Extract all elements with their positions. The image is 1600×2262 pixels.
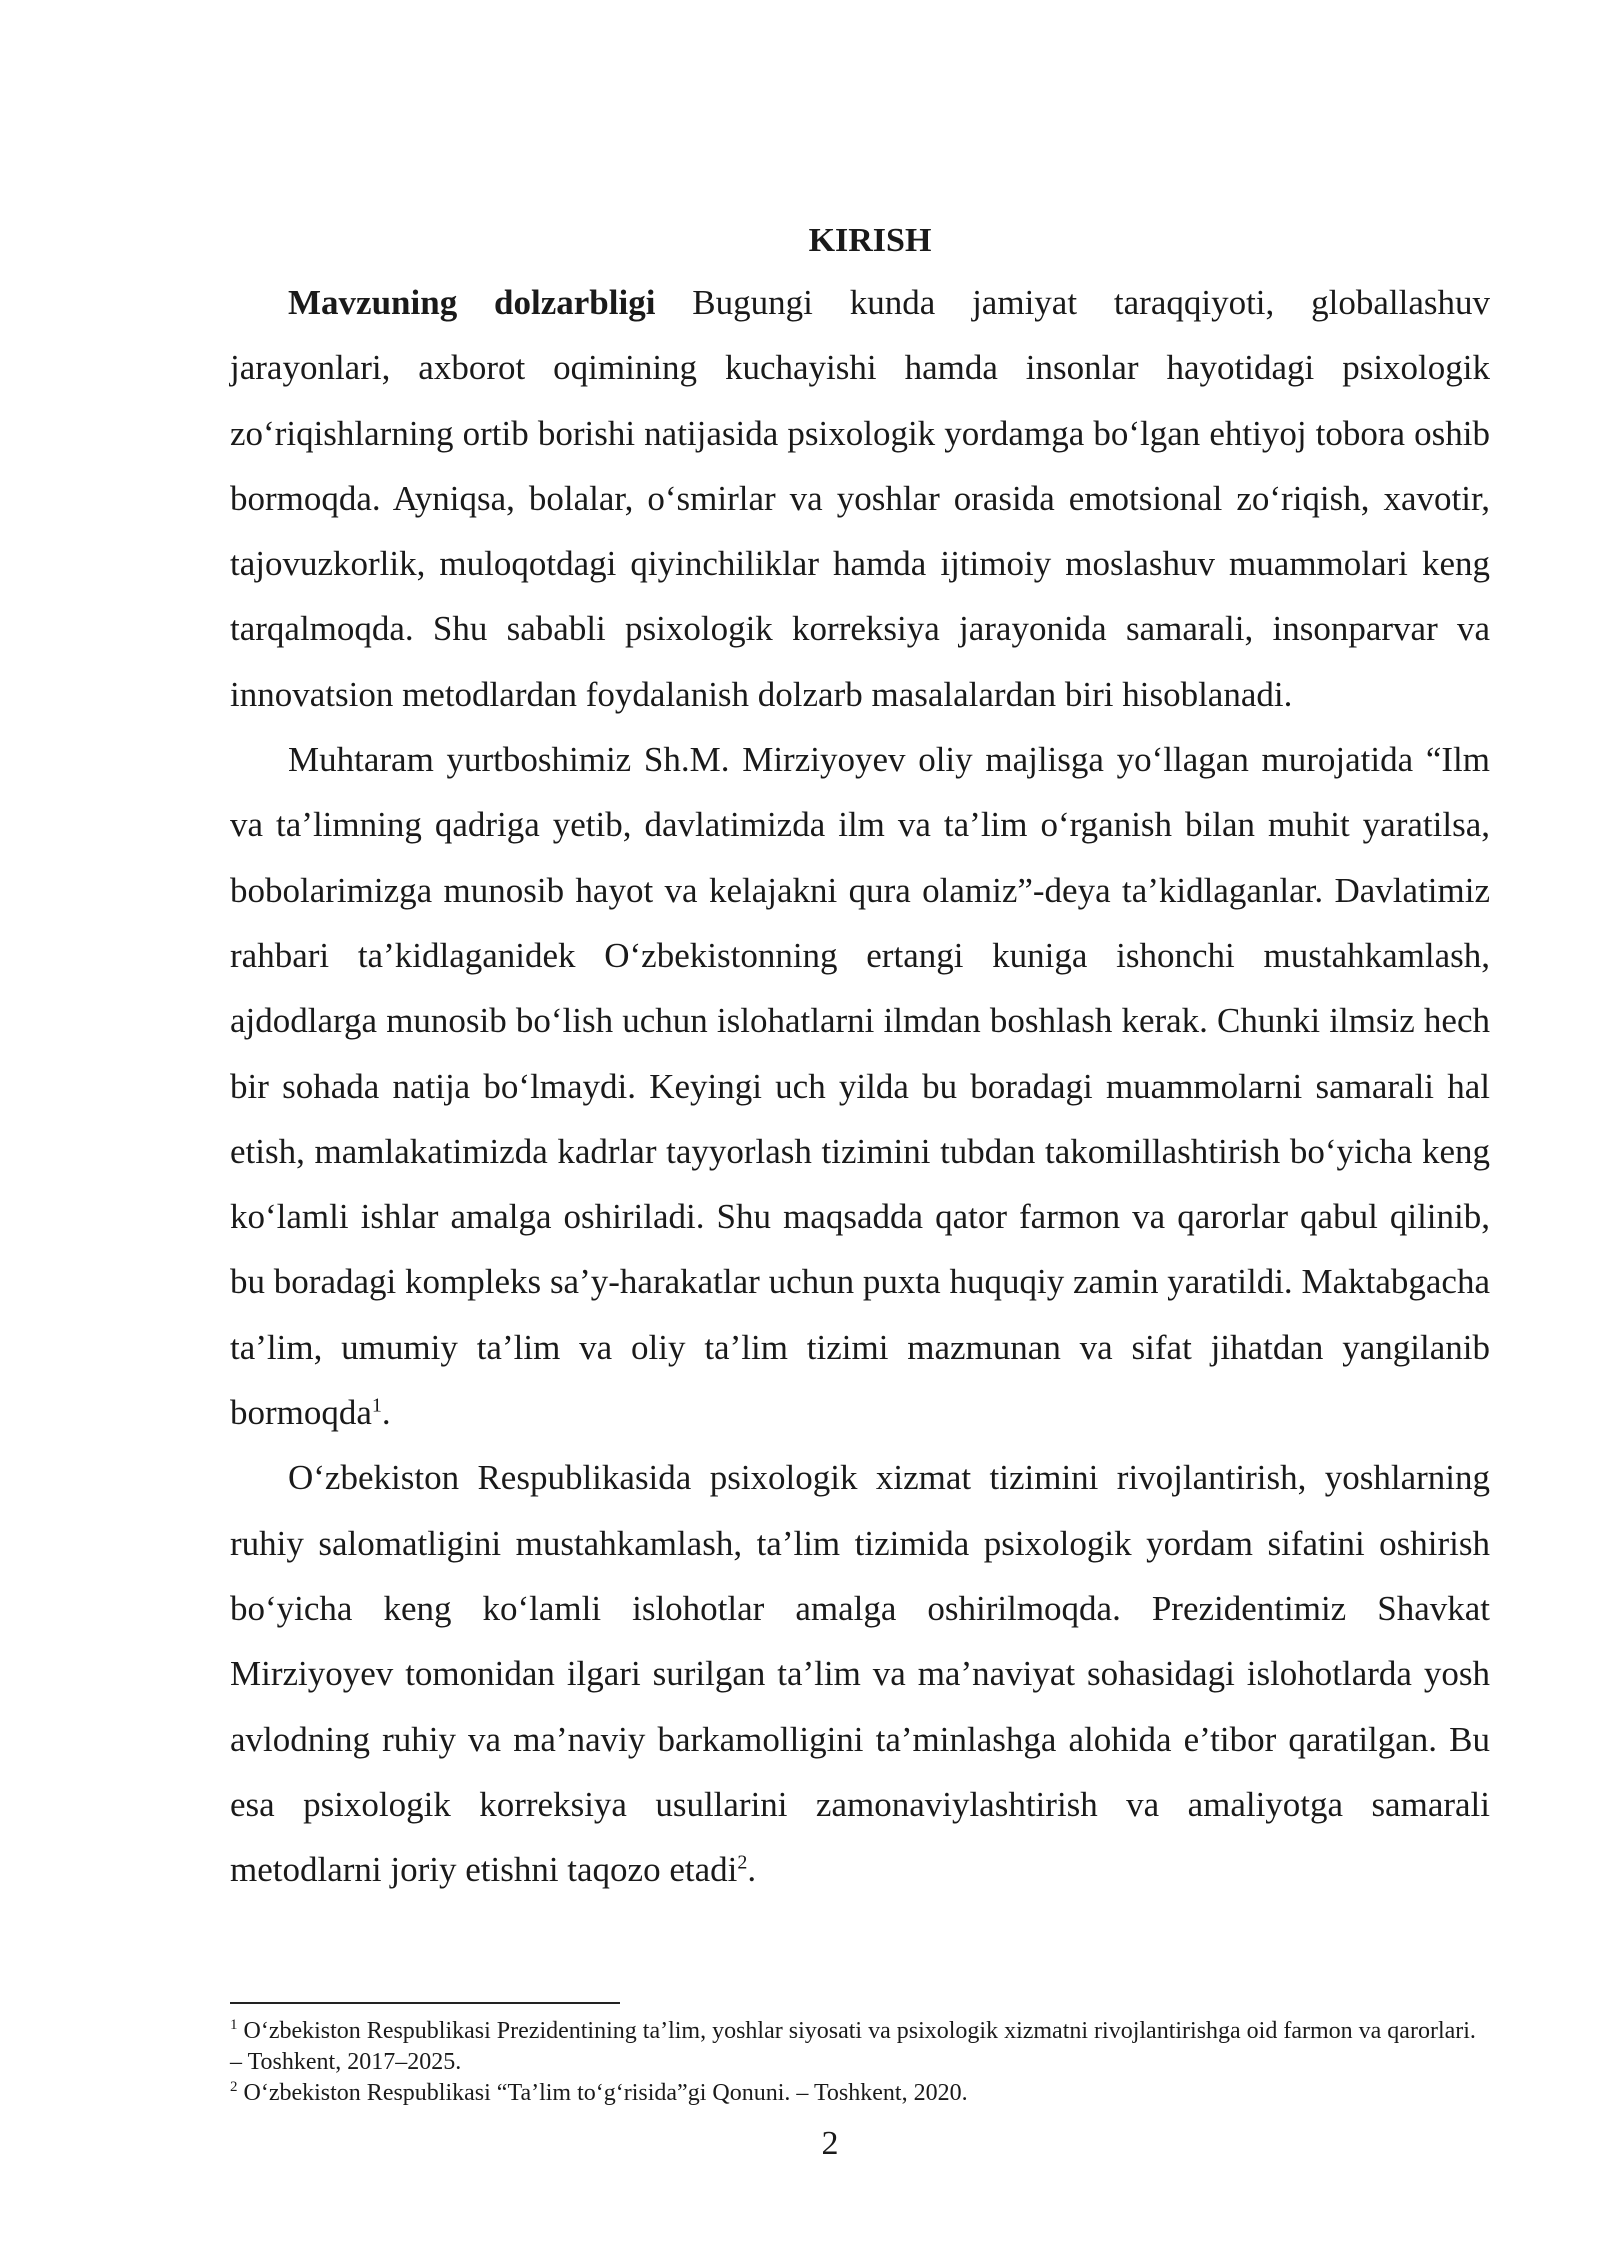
footnote-number: 2 (230, 2079, 238, 2095)
paragraph-president-address (230, 727, 1490, 1445)
paragraph-lead: Mavzuning dolzarbligi (288, 283, 656, 322)
footnote-reference[interactable]: 1 (371, 1394, 382, 1417)
paragraph-reforms (230, 1445, 1490, 1902)
paragraph-end: . (381, 1393, 391, 1433)
paragraph-text: Bugungi kunda jamiyat taraqqiyoti, globallashuv jarayonlari, axborot oqimining kuchayishi hamda insonlar hayotidagi psixologik zo‘riqishlarning ortib borishi natijasida psixologik yordamga bo‘lgan ehtiyoj tobora oshib bormoqda. Ayniqsa, bolalar, o‘smirlar va yoshlar orasida emotsional zo‘riqish, xavotir, tajovuzkorlik, muloqotdagi qiyinchiliklar hamda ijtimoiy moslashuv muammolari keng tarqalmoqda. Shu sababli psixologik korreksiya jarayonida samarali, insonparvar va innovatsion metodlardan foydalanish dolzarb masalalardan biri hisoblanadi. (230, 283, 1490, 714)
footnote-number: 1 (230, 2017, 238, 2033)
paragraph-text: Muhtaram yurtboshimiz Sh.M. Mirziyoyev oliy majlisga yo‘llagan murojatida “Ilm va ta’limning qadriga yetib, davlatimizda ilm va ta’lim o‘rganish bilan muhit yaratilsa, bobolarimizga munosib hayot va kelajakni qura olamiz”-deya ta’kidlaganlar. Davlatimiz rahbari ta’kidlaganidek O‘zbekistonning ertangi kuniga ishonchi mustahkamlash, ajdodlarga munosib bo‘lish uchun islohatlarni ilmdan boshlash kerak. Chunki ilmsiz hech bir sohada natija bo‘lmaydi. Keyingi uch yilda bu boradagi muammolarni samarali hal etish, mamlakatimizda kadrlar tayyorlash tizimini tubdan takomillashtirish bo‘yicha keng ko‘lamli ishlar amalga oshiriladi. Shu maqsadda qator farmon va qarorlar qabul qilinib, bu boradagi kompleks sa’y-harakatlar uchun puxta huquqiy zamin yaratildi. Maktabgacha ta’lim, umumiy ta’lim va oliy ta’lim tizimi mazmunan va sifat jihatdan yangilanib bormoqda (230, 740, 1490, 1433)
footnote-reference[interactable]: 2 (737, 1851, 748, 1874)
footnote-text: O‘zbekiston Respublikasi “Ta’lim to‘g‘risida”gi Qonuni. – Toshkent, 2020. (243, 2080, 968, 2106)
footnote-separator (230, 2002, 620, 2004)
footnote-item (230, 2016, 1490, 2078)
paragraph-relevance (230, 270, 1490, 727)
body-text (230, 212, 1490, 1902)
paragraph-text: O‘zbekiston Respublikasida psixologik xizmat tizimini rivojlantirish, yoshlarning ruhiy salomatligini mustahkamlash, ta’lim tizimida psixologik yordam sifatini oshirish bo‘yicha keng ko‘lamli islohotlar amalga oshirilmoqda. Prezidentimiz Shavkat Mirziyoyev tomonidan ilgari surilgan ta’lim va ma’naviyat sohasidagi islohotlarda yosh avlodning ruhiy va ma’naviy barkamolligini ta’minlashga alohida e’tibor qaratilgan. Bu esa psixologik korreksiya usullarini zamonaviylashtirish va amaliyotga samarali metodlarni joriy etishni taqozo etadi (230, 1458, 1490, 1890)
footnotes (230, 2002, 1490, 2109)
section-heading: KIRISH (808, 222, 932, 259)
footnote-item (230, 2078, 1490, 2109)
page-number: 2 (821, 2125, 839, 2162)
paragraph-end: . (747, 1850, 757, 1890)
footnote-text: O‘zbekiston Respublikasi Prezidentining ta’lim, yoshlar siyosati va psixologik xizmatni rivojlantirishga oid farmon va qarorlari. – Toshkent, 2017–2025. (230, 2018, 1476, 2075)
